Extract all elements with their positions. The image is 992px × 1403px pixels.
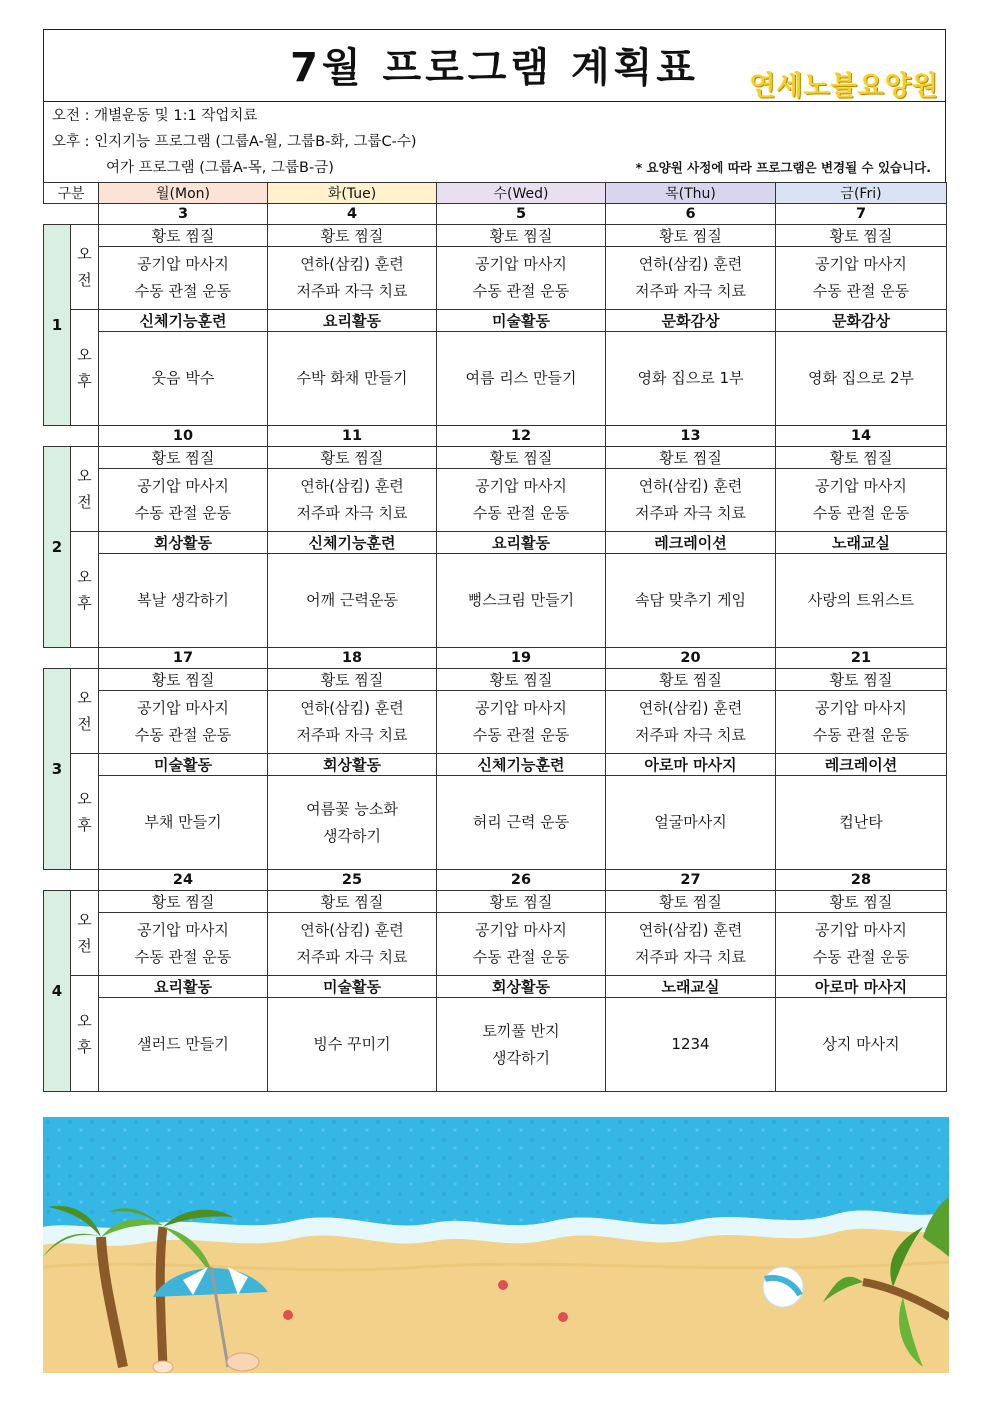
date-fri: 21	[776, 648, 947, 669]
am-activity-line: 저주파 자극 치료	[296, 282, 408, 300]
pm-activity-row	[44, 776, 947, 870]
date-wed: 26	[437, 870, 606, 891]
pm-activity-row	[44, 554, 947, 648]
am-spa-row	[44, 891, 947, 913]
pm-title-row	[44, 310, 947, 332]
pm-category-thu: 노래교실	[606, 976, 776, 998]
am-activity-line: 저주파 자극 치료	[296, 504, 408, 522]
am-label-char: 오	[77, 245, 92, 263]
am-activity-mon	[99, 469, 268, 532]
am-activity-row	[44, 469, 947, 532]
pm-activity-line: 1234	[671, 1035, 710, 1053]
date-tue: 4	[268, 204, 437, 225]
pm-category-fri: 아로마 마사지	[776, 976, 947, 998]
date-row-spacer	[44, 648, 99, 669]
am-activity-line: 수동 관절 운동	[812, 282, 910, 300]
pm-category-mon: 요리활동	[99, 976, 268, 998]
week-number: 4	[44, 891, 71, 1092]
pm-category-fri: 노래교실	[776, 532, 947, 554]
am-activity-line: 수동 관절 운동	[472, 948, 570, 966]
pm-category-thu: 문화감상	[606, 310, 776, 332]
pm-category-fri: 레크레이션	[776, 754, 947, 776]
am-activity-line: 연하(삼킴) 훈련	[300, 921, 404, 939]
week-number: 3	[44, 669, 71, 870]
date-mon: 10	[99, 426, 268, 447]
am-activity-line: 저주파 자극 치료	[635, 726, 746, 744]
am-activity-line: 연하(삼킴) 훈련	[300, 255, 404, 273]
date-thu: 13	[606, 426, 776, 447]
am-activity-fri	[776, 247, 947, 310]
am-activity-wed	[437, 913, 606, 976]
am-activity-line: 공기압 마사지	[475, 699, 567, 717]
pm-activity-mon	[99, 332, 268, 426]
am-activity-wed	[437, 469, 606, 532]
pm-category-mon: 미술활동	[99, 754, 268, 776]
pm-activity-thu	[606, 998, 776, 1092]
am-activity-line: 저주파 자극 치료	[296, 726, 408, 744]
am-activity-thu	[606, 469, 776, 532]
pm-activity-line: 어깨 근력운동	[306, 591, 398, 609]
spa-thu: 황토 찜질	[606, 669, 776, 691]
am-activity-line: 수동 관절 운동	[134, 726, 232, 744]
am-activity-tue	[268, 913, 437, 976]
am-activity-line: 공기압 마사지	[137, 255, 229, 273]
day-header-fri: 금(Fri)	[776, 183, 947, 204]
change-disclaimer: * 요양원 사정에 따라 프로그램은 변경될 수 있습니다.	[635, 160, 931, 175]
pm-label-char: 오	[77, 789, 92, 808]
am-label	[71, 225, 99, 310]
pm-label	[71, 976, 99, 1092]
date-row	[44, 870, 947, 891]
am-activity-tue	[268, 469, 437, 532]
am-activity-line: 공기압 마사지	[815, 921, 907, 939]
spa-fri: 황토 찜질	[776, 891, 947, 913]
pm-activity-line: 수박 화채 만들기	[296, 369, 408, 387]
am-activity-line: 수동 관절 운동	[472, 726, 570, 744]
am-activity-row	[44, 913, 947, 976]
pm-activity-tue	[268, 332, 437, 426]
am-activity-row	[44, 247, 947, 310]
date-fri: 14	[776, 426, 947, 447]
pm-category-tue: 회상활동	[268, 754, 437, 776]
pm-activity-wed	[437, 554, 606, 648]
pm-activity-line: 샐러드 만들기	[137, 1035, 229, 1053]
pm-label-char: 오	[77, 567, 92, 586]
am-activity-line: 공기압 마사지	[475, 477, 567, 495]
pm-label	[71, 310, 99, 426]
spa-fri: 황토 찜질	[776, 447, 947, 469]
pm-activity-fri	[776, 554, 947, 648]
pm-category-tue: 요리활동	[268, 310, 437, 332]
am-activity-line: 수동 관절 운동	[472, 282, 570, 300]
am-spa-row	[44, 447, 947, 469]
pm-activity-line: 여름꽃 능소화	[306, 799, 398, 818]
week-number: 2	[44, 447, 71, 648]
pm-category-wed: 회상활동	[437, 976, 606, 998]
spa-wed: 황토 찜질	[437, 891, 606, 913]
am-activity-thu	[606, 247, 776, 310]
pm-activity-line: 얼굴마사지	[654, 813, 727, 831]
pm-activity-line: 웃음 박수	[151, 369, 215, 387]
pm-title-row	[44, 976, 947, 998]
beach-scene	[43, 1117, 949, 1373]
am-activity-line: 저주파 자극 치료	[635, 282, 746, 300]
spa-tue: 황토 찜질	[268, 669, 437, 691]
am-activity-mon	[99, 247, 268, 310]
pm-category-wed: 미술활동	[437, 310, 606, 332]
spa-tue: 황토 찜질	[268, 891, 437, 913]
am-activity-line: 연하(삼킴) 훈련	[638, 255, 743, 273]
spa-tue: 황토 찜질	[268, 447, 437, 469]
date-row-spacer	[44, 204, 99, 225]
am-activity-line: 연하(삼킴) 훈련	[300, 699, 404, 717]
date-row	[44, 426, 947, 447]
pm-activity-mon	[99, 776, 268, 870]
pm-activity-line: 여름 리스 만들기	[465, 369, 577, 387]
pm-activity-fri	[776, 332, 947, 426]
pm-activity-line: 허리 근력 운동	[472, 813, 570, 831]
spa-mon: 황토 찜질	[99, 447, 268, 469]
header-row	[44, 183, 947, 204]
pm-activity-row	[44, 332, 947, 426]
pm-label-char: 후	[77, 1037, 92, 1056]
am-label-char: 오	[77, 467, 92, 485]
pm-activity-thu	[606, 332, 776, 426]
pm-category-mon: 회상활동	[99, 532, 268, 554]
am-label-char: 전	[77, 493, 92, 511]
am-label-char: 오	[77, 689, 92, 707]
spa-thu: 황토 찜질	[606, 891, 776, 913]
note-am: 오전 : 개별운동 및 1:1 작업치료	[52, 108, 258, 124]
am-activity-line: 수동 관절 운동	[472, 504, 570, 522]
am-label-char: 오	[77, 911, 92, 929]
am-label	[71, 669, 99, 754]
pm-activity-line: 뻥스크림 만들기	[467, 591, 575, 609]
day-header-tue: 화(Tue)	[268, 183, 437, 204]
am-activity-line: 연하(삼킴) 훈련	[638, 921, 743, 939]
week-number: 1	[44, 225, 71, 426]
pm-category-fri: 문화감상	[776, 310, 947, 332]
pm-activity-wed	[437, 332, 606, 426]
pm-activity-line: 부채 만들기	[144, 813, 222, 831]
am-activity-thu	[606, 691, 776, 754]
am-activity-line: 수동 관절 운동	[812, 504, 910, 522]
date-row-spacer	[44, 870, 99, 891]
am-activity-row	[44, 691, 947, 754]
pm-category-wed: 신체기능훈련	[437, 754, 606, 776]
pm-activity-line: 복날 생각하기	[137, 591, 229, 609]
note-pm: 오후 : 인지기능 프로그램 (그룹A-월, 그룹B-화, 그룹C-수)	[52, 134, 417, 150]
date-row	[44, 204, 947, 225]
program-table	[43, 182, 947, 1092]
am-activity-wed	[437, 691, 606, 754]
pm-activity-thu	[606, 554, 776, 648]
spa-wed: 황토 찜질	[437, 669, 606, 691]
pm-label	[71, 754, 99, 870]
gubun-header: 구분	[44, 183, 99, 204]
spa-fri: 황토 찜질	[776, 225, 947, 247]
am-activity-fri	[776, 913, 947, 976]
pm-activity-line: 속담 맞추기 게임	[635, 591, 746, 609]
pm-category-mon: 신체기능훈련	[99, 310, 268, 332]
am-activity-line: 공기압 마사지	[815, 477, 907, 495]
am-activity-mon	[99, 691, 268, 754]
pm-activity-wed	[437, 998, 606, 1092]
pm-title-row	[44, 754, 947, 776]
am-activity-line: 수동 관절 운동	[134, 948, 232, 966]
pm-category-thu: 레크레이션	[606, 532, 776, 554]
am-activity-line: 수동 관절 운동	[134, 282, 232, 300]
pm-activity-line: 영화 집으로 2부	[807, 369, 915, 387]
pm-activity-fri	[776, 776, 947, 870]
am-activity-line: 연하(삼킴) 훈련	[300, 477, 404, 495]
date-wed: 12	[437, 426, 606, 447]
am-activity-line: 수동 관절 운동	[812, 948, 910, 966]
am-activity-line: 공기압 마사지	[815, 255, 907, 273]
date-tue: 25	[268, 870, 437, 891]
pm-activity-line: 컵난타	[839, 813, 883, 831]
spa-mon: 황토 찜질	[99, 669, 268, 691]
pm-category-tue: 미술활동	[268, 976, 437, 998]
date-mon: 24	[99, 870, 268, 891]
note-leisure: 여가 프로그램 (그룹A-목, 그룹B-금)	[106, 160, 334, 176]
beach-illustration	[43, 1117, 949, 1373]
day-header-thu: 목(Thu)	[606, 183, 776, 204]
date-tue: 11	[268, 426, 437, 447]
am-activity-mon	[99, 913, 268, 976]
pm-category-wed: 요리활동	[437, 532, 606, 554]
am-label-char: 전	[77, 715, 92, 733]
date-wed: 5	[437, 204, 606, 225]
pm-label-char: 오	[77, 1011, 92, 1030]
pm-activity-line: 생각하기	[492, 1048, 550, 1067]
spa-thu: 황토 찜질	[606, 447, 776, 469]
date-mon: 17	[99, 648, 268, 669]
day-header-wed: 수(Wed)	[437, 183, 606, 204]
spa-tue: 황토 찜질	[268, 225, 437, 247]
am-activity-thu	[606, 913, 776, 976]
spa-mon: 황토 찜질	[99, 225, 268, 247]
am-activity-fri	[776, 691, 947, 754]
spa-wed: 황토 찜질	[437, 447, 606, 469]
am-activity-line: 연하(삼킴) 훈련	[638, 699, 743, 717]
am-activity-line: 공기압 마사지	[475, 921, 567, 939]
am-activity-wed	[437, 247, 606, 310]
pm-activity-row	[44, 998, 947, 1092]
am-activity-line: 저주파 자극 치료	[635, 948, 746, 966]
page-title: 7월 프로그램 계획표	[290, 45, 699, 91]
pm-activity-line: 사랑의 트위스트	[807, 591, 915, 609]
pm-activity-tue	[268, 998, 437, 1092]
am-label-char: 전	[77, 271, 92, 289]
pm-category-thu: 아로마 마사지	[606, 754, 776, 776]
beach-ball	[763, 1267, 803, 1307]
am-activity-line: 공기압 마사지	[137, 921, 229, 939]
pm-activity-wed	[437, 776, 606, 870]
pm-activity-tue	[268, 776, 437, 870]
date-tue: 18	[268, 648, 437, 669]
pm-activity-line: 상지 마사지	[822, 1035, 900, 1053]
pm-activity-line: 생각하기	[323, 826, 381, 845]
date-thu: 27	[606, 870, 776, 891]
am-activity-tue	[268, 691, 437, 754]
am-activity-line: 수동 관절 운동	[812, 726, 910, 744]
am-activity-line: 저주파 자극 치료	[296, 948, 408, 966]
date-thu: 20	[606, 648, 776, 669]
organization-name: 연세노블요양원	[749, 71, 939, 102]
pm-label-char: 후	[77, 593, 92, 612]
am-activity-line: 공기압 마사지	[137, 477, 229, 495]
date-fri: 7	[776, 204, 947, 225]
pm-activity-tue	[268, 554, 437, 648]
spa-wed: 황토 찜질	[437, 225, 606, 247]
pm-label-char: 후	[77, 815, 92, 834]
date-row	[44, 648, 947, 669]
am-label	[71, 891, 99, 976]
pm-category-tue: 신체기능훈련	[268, 532, 437, 554]
date-mon: 3	[99, 204, 268, 225]
schedule-sheet	[43, 29, 946, 1092]
spa-thu: 황토 찜질	[606, 225, 776, 247]
schedule-notes	[43, 101, 946, 182]
am-activity-line: 공기압 마사지	[475, 255, 567, 273]
am-activity-line: 수동 관절 운동	[134, 504, 232, 522]
spa-fri: 황토 찜질	[776, 669, 947, 691]
pm-activity-line: 영화 집으로 1부	[637, 369, 744, 387]
am-spa-row	[44, 225, 947, 247]
pm-activity-line: 토끼풀 반지	[482, 1021, 560, 1040]
am-activity-line: 공기압 마사지	[815, 699, 907, 717]
am-activity-fri	[776, 469, 947, 532]
date-fri: 28	[776, 870, 947, 891]
am-activity-line: 연하(삼킴) 훈련	[638, 477, 743, 495]
pm-activity-line: 빙수 꾸미기	[313, 1035, 391, 1053]
am-spa-row	[44, 669, 947, 691]
pm-activity-fri	[776, 998, 947, 1092]
am-label	[71, 447, 99, 532]
pm-activity-thu	[606, 776, 776, 870]
pm-label-char: 후	[77, 371, 92, 390]
pm-label	[71, 532, 99, 648]
pm-title-row	[44, 532, 947, 554]
pm-activity-mon	[99, 998, 268, 1092]
pm-label-char: 오	[77, 345, 92, 364]
date-thu: 6	[606, 204, 776, 225]
date-wed: 19	[437, 648, 606, 669]
am-label-char: 전	[77, 937, 92, 955]
day-header-mon: 월(Mon)	[99, 183, 268, 204]
date-row-spacer	[44, 426, 99, 447]
am-activity-line: 공기압 마사지	[137, 699, 229, 717]
spa-mon: 황토 찜질	[99, 891, 268, 913]
am-activity-line: 저주파 자극 치료	[635, 504, 746, 522]
am-activity-tue	[268, 247, 437, 310]
title-box	[43, 29, 946, 101]
pm-activity-mon	[99, 554, 268, 648]
